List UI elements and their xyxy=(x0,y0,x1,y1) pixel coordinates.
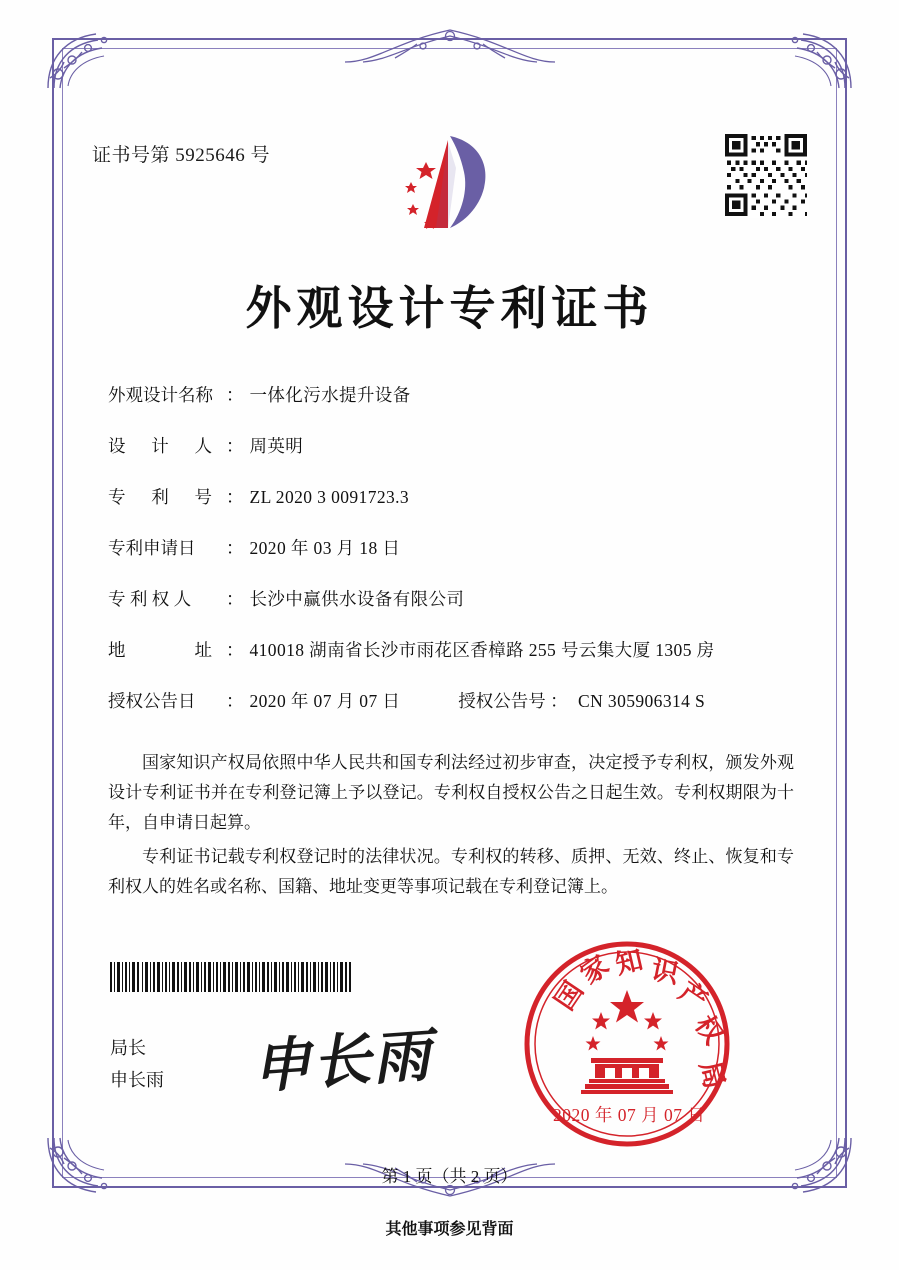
barcode xyxy=(110,962,353,992)
field-label-announce-date: 授权公告日 xyxy=(108,691,196,711)
field-list xyxy=(108,382,808,739)
field-value-announce-no: CN 305906314 S xyxy=(578,691,706,711)
svg-text:产: 产 xyxy=(673,976,713,1017)
field-value: 一体化污水提升设备 xyxy=(249,385,411,405)
cnipa-logo-icon xyxy=(386,128,514,240)
field-colon: ： xyxy=(226,640,244,660)
field-colon: ： xyxy=(226,487,244,507)
field-patent-number xyxy=(108,484,808,509)
certificate-number: 证书号第 5925646 号 xyxy=(92,145,271,166)
field-colon: ： xyxy=(226,385,244,405)
field-label: 专利申请日 xyxy=(108,538,196,558)
field-design-name xyxy=(108,382,808,407)
svg-text:识: 识 xyxy=(648,954,682,991)
legal-paragraph-1: 国家知识产权局依照中华人民共和国专利法经过初步审查，决定授予专利权，颁发外观设计专利证书并在专利登记簿上予以登记。专利权自授权公告之日起生效。专利权期限为十年，自申请日起算。 xyxy=(108,753,794,832)
field-colon: ： xyxy=(226,589,244,609)
field-label: 地 址 xyxy=(108,640,212,660)
field-value: 长沙中赢供水设备有限公司 xyxy=(249,589,465,609)
legal-paragraph-2: 专利证书记载专利权登记时的法律状况。专利权的转移、质押、无效、终止、恢复和专利权人的姓名或名称、国籍、地址变更等事项记载在专利登记簿上。 xyxy=(108,847,794,896)
svg-text:局: 局 xyxy=(693,1058,730,1092)
field-colon: ： xyxy=(226,436,244,456)
field-colon: ： xyxy=(226,691,244,711)
field-application-date xyxy=(108,535,808,560)
svg-text:国: 国 xyxy=(549,976,590,1016)
field-colon: ： xyxy=(226,538,244,558)
svg-text:知: 知 xyxy=(612,944,646,981)
qr-code-icon xyxy=(723,132,809,218)
field-label: 外观设计名称 xyxy=(108,385,213,405)
field-label: 专 利 权 人 xyxy=(108,589,192,609)
signature-handwriting: 申长雨 xyxy=(250,1020,435,1102)
field-value: ZL 2020 3 0091723.3 xyxy=(249,487,410,507)
svg-text:家: 家 xyxy=(574,949,615,991)
field-value: 周英明 xyxy=(249,436,304,456)
page-number: 第 1 页（共 2 页） xyxy=(381,1167,518,1186)
field-announcement xyxy=(108,688,808,713)
back-page-note: 其他事项参见背面 xyxy=(385,1221,514,1238)
field-value: 2020 年 03 月 18 日 xyxy=(249,538,401,558)
field-label: 设 计 人 xyxy=(108,436,212,456)
field-designer xyxy=(108,433,808,458)
announce-number-group xyxy=(458,688,705,713)
signature-block xyxy=(110,1032,164,1096)
field-address xyxy=(108,637,808,662)
svg-text:权: 权 xyxy=(688,1010,730,1051)
field-value-announce-date: 2020 年 07 月 07 日 xyxy=(249,691,401,711)
seal-date: 2020 年 07 月 07 日 xyxy=(553,1105,706,1125)
field-label: 专 利 号 xyxy=(108,487,212,507)
top-center-ornament-icon xyxy=(335,24,565,66)
page-title: 外观设计专利证书 xyxy=(245,281,654,335)
field-colon: ： xyxy=(550,691,568,711)
signature-role: 局长 xyxy=(110,1038,146,1058)
field-value: 410018 湖南省长沙市雨花区香樟路 255 号云集大厦 1305 房 xyxy=(249,640,715,660)
legal-text xyxy=(108,748,794,906)
field-label-announce-no: 授权公告号 xyxy=(458,691,546,711)
field-patentee xyxy=(108,586,808,611)
signature-name: 申长雨 xyxy=(110,1070,164,1090)
